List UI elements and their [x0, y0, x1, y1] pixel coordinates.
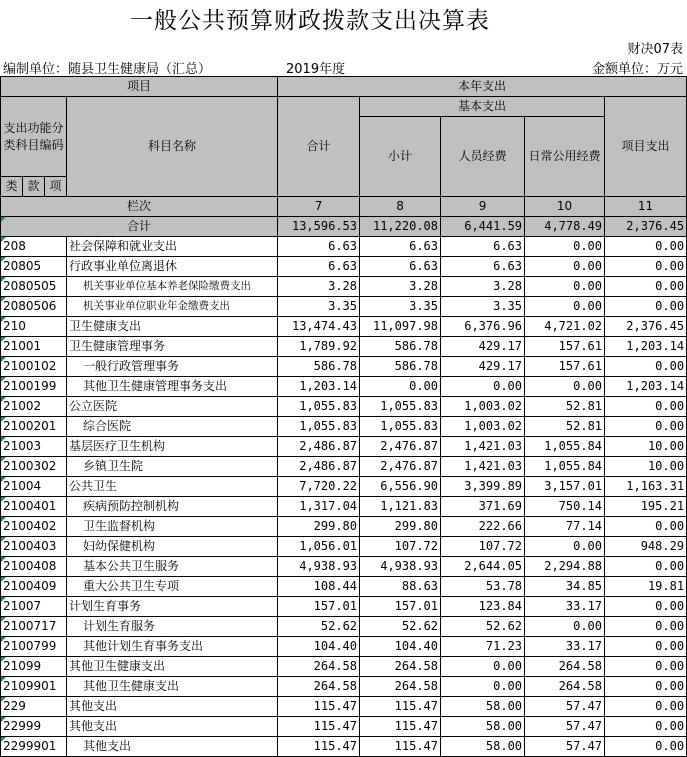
amount-cell: 3.35 [360, 297, 441, 317]
amount-cell: 3.28 [278, 277, 360, 297]
amount-cell: 429.17 [441, 337, 525, 357]
subject-name-cell: 卫生健康管理事务 [67, 337, 278, 357]
amount-cell: 7,720.22 [278, 477, 360, 497]
amount-cell: 2,486.87 [278, 457, 360, 477]
amount-cell: 0.00 [605, 237, 687, 257]
table-row [1, 437, 687, 457]
amount-cell: 0.00 [605, 737, 687, 757]
subject-code-cell: 21003 [1, 437, 67, 457]
subject-name-cell: 社会保障和就业支出 [67, 237, 278, 257]
header-col8: 8 [360, 197, 441, 217]
amount-cell: 264.58 [360, 657, 441, 677]
subject-name-cell: 其他卫生健康支出 [67, 657, 278, 677]
subject-code-cell: 2100102 [1, 357, 67, 377]
amount-cell: 0.00 [605, 617, 687, 637]
amount-cell: 0.00 [605, 417, 687, 437]
amount-cell: 4,721.02 [525, 317, 605, 337]
amount-cell: 52.62 [441, 617, 525, 637]
amount-cell: 0.00 [525, 257, 605, 277]
amount-cell: 1,163.31 [605, 477, 687, 497]
header-lei: 类 [1, 177, 23, 197]
amount-cell: 0.00 [605, 277, 687, 297]
amount-cell: 264.58 [525, 657, 605, 677]
amount-cell: 104.40 [360, 637, 441, 657]
amount-cell: 1,003.02 [441, 417, 525, 437]
grand-total-cell: 2,376.45 [605, 217, 687, 237]
amount-cell: 52.81 [525, 417, 605, 437]
subject-code-cell: 2100403 [1, 537, 67, 557]
subject-name-cell: 机关事业单位职业年金缴费支出 [67, 297, 278, 317]
table-row [1, 377, 687, 397]
amount-cell: 222.66 [441, 517, 525, 537]
subject-name-cell: 重大公共卫生专项 [67, 577, 278, 597]
compiling-unit: 编制单位：随县卫生健康局（汇总） [3, 62, 212, 77]
subject-name-cell: 一般行政管理事务 [67, 357, 278, 377]
subject-code-cell: 2080505 [1, 277, 67, 297]
amount-cell: 0.00 [605, 657, 687, 677]
amount-cell: 299.80 [278, 517, 360, 537]
amount-cell: 2,376.45 [605, 317, 687, 337]
subject-code-cell: 2100408 [1, 557, 67, 577]
subject-name-cell: 妇幼保健机构 [67, 537, 278, 557]
amount-cell: 0.00 [605, 517, 687, 537]
subject-code-cell: 21099 [1, 657, 67, 677]
header-col11: 11 [605, 197, 687, 217]
amount-cell: 429.17 [441, 357, 525, 377]
subject-code-cell: 2100717 [1, 617, 67, 637]
amount-cell: 1,203.14 [605, 337, 687, 357]
amount-cell: 6.63 [441, 237, 525, 257]
expenditure-table [0, 76, 687, 757]
table-row [1, 737, 687, 757]
amount-cell: 586.78 [360, 357, 441, 377]
amount-cell: 1,055.84 [525, 437, 605, 457]
header-col7: 7 [278, 197, 360, 217]
header-col10: 10 [525, 197, 605, 217]
amount-cell: 57.47 [525, 737, 605, 757]
amount-cell: 2,476.87 [360, 457, 441, 477]
subject-code-cell: 210 [1, 317, 67, 337]
table-row [1, 717, 687, 737]
subject-name-cell: 其他卫生健康支出 [67, 677, 278, 697]
amount-cell: 52.62 [360, 617, 441, 637]
amount-cell: 264.58 [360, 677, 441, 697]
table-row [1, 397, 687, 417]
amount-cell: 0.00 [605, 297, 687, 317]
subject-name-cell: 其他卫生健康管理事务支出 [67, 377, 278, 397]
amount-cell: 1,003.02 [441, 397, 525, 417]
amount-cell: 115.47 [360, 737, 441, 757]
table-row [1, 237, 687, 257]
amount-cell: 0.00 [605, 677, 687, 697]
header-current-year-expense: 本年支出 [278, 77, 687, 97]
grand-total-cell: 6,441.59 [441, 217, 525, 237]
amount-cell: 0.00 [441, 377, 525, 397]
amount-cell: 3.35 [441, 297, 525, 317]
header-personnel: 人员经费 [441, 117, 525, 197]
amount-cell: 1,121.83 [360, 497, 441, 517]
amount-cell: 1,789.92 [278, 337, 360, 357]
amount-cell: 104.40 [278, 637, 360, 657]
amount-cell: 1,055.83 [360, 397, 441, 417]
subject-code-cell: 21004 [1, 477, 67, 497]
table-row [1, 577, 687, 597]
amount-cell: 0.00 [605, 557, 687, 577]
amount-cell: 2,294.88 [525, 557, 605, 577]
header-project: 项目支出 [605, 97, 687, 197]
table-row [1, 257, 687, 277]
amount-cell: 264.58 [525, 677, 605, 697]
subject-code-cell: 2080506 [1, 297, 67, 317]
form-number: 财决07表 [627, 42, 683, 57]
table-row [1, 497, 687, 517]
table-row [1, 697, 687, 717]
report-title: 一般公共预算财政拨款支出决算表 [130, 8, 490, 34]
amount-cell: 0.00 [525, 277, 605, 297]
amount-cell: 13,474.43 [278, 317, 360, 337]
amount-cell: 1,055.83 [278, 417, 360, 437]
subject-name-cell: 基本公共卫生服务 [67, 557, 278, 577]
subject-code-cell: 208 [1, 237, 67, 257]
table-row [1, 637, 687, 657]
amount-cell: 2,476.87 [360, 437, 441, 457]
amount-cell: 195.21 [605, 497, 687, 517]
subject-code-cell: 22999 [1, 717, 67, 737]
amount-cell: 1,055.83 [360, 417, 441, 437]
subject-name-cell: 其他支出 [67, 697, 278, 717]
amount-cell: 6.63 [360, 237, 441, 257]
amount-cell: 0.00 [605, 717, 687, 737]
amount-cell: 0.00 [605, 637, 687, 657]
grand-total-row [1, 217, 687, 237]
amount-cell: 115.47 [278, 717, 360, 737]
header-kuan: 款 [23, 177, 45, 197]
header-total: 合计 [278, 97, 360, 197]
subject-name-cell: 卫生监督机构 [67, 517, 278, 537]
grand-total-cell: 11,220.08 [360, 217, 441, 237]
amount-cell: 33.17 [525, 637, 605, 657]
amount-cell: 157.61 [525, 357, 605, 377]
subject-name-cell: 其他支出 [67, 717, 278, 737]
amount-cell: 6.63 [278, 237, 360, 257]
amount-cell: 57.47 [525, 717, 605, 737]
subject-name-cell: 乡镇卫生院 [67, 457, 278, 477]
amount-cell: 1,055.84 [525, 457, 605, 477]
amount-cell: 0.00 [605, 397, 687, 417]
grand-total-cell: 4,778.49 [525, 217, 605, 237]
fiscal-year: 2019年度 [286, 62, 346, 77]
amount-cell: 108.44 [278, 577, 360, 597]
subject-code-cell: 2100402 [1, 517, 67, 537]
subject-name-cell: 疾病预防控制机构 [67, 497, 278, 517]
subject-code-cell: 2100799 [1, 637, 67, 657]
amount-cell: 115.47 [278, 697, 360, 717]
subject-code-cell: 2299901 [1, 737, 67, 757]
amount-cell: 0.00 [525, 297, 605, 317]
header-subject-name: 科目名称 [67, 97, 278, 197]
table-row [1, 677, 687, 697]
amount-cell: 586.78 [360, 337, 441, 357]
amount-cell: 3.28 [441, 277, 525, 297]
header-subtotal: 小计 [360, 117, 441, 197]
subject-code-cell: 21007 [1, 597, 67, 617]
table-row [1, 297, 687, 317]
header-func-code: 支出功能分类科目编码 [1, 97, 67, 177]
amount-cell: 11,097.98 [360, 317, 441, 337]
amount-cell: 71.23 [441, 637, 525, 657]
table-row [1, 337, 687, 357]
amount-cell: 157.61 [525, 337, 605, 357]
amount-cell: 157.01 [360, 597, 441, 617]
amount-cell: 264.58 [278, 657, 360, 677]
amount-cell: 57.47 [525, 697, 605, 717]
amount-unit: 金额单位：万元 [591, 62, 683, 77]
subject-name-cell: 计划生育服务 [67, 617, 278, 637]
subject-code-cell: 2109901 [1, 677, 67, 697]
subject-name-cell: 卫生健康支出 [67, 317, 278, 337]
amount-cell: 1,317.04 [278, 497, 360, 517]
table-row [1, 537, 687, 557]
amount-cell: 53.78 [441, 577, 525, 597]
amount-cell: 299.80 [360, 517, 441, 537]
grand-total-label: 合计 [1, 217, 278, 237]
amount-cell: 34.85 [525, 577, 605, 597]
amount-cell: 6.63 [360, 257, 441, 277]
amount-cell: 157.01 [278, 597, 360, 617]
amount-cell: 52.81 [525, 397, 605, 417]
subject-name-cell: 公共卫生 [67, 477, 278, 497]
amount-cell: 750.14 [525, 497, 605, 517]
amount-cell: 4,938.93 [278, 557, 360, 577]
table-row [1, 317, 687, 337]
amount-cell: 3,399.89 [441, 477, 525, 497]
header-col9: 9 [441, 197, 525, 217]
table-row [1, 517, 687, 537]
amount-cell: 3,157.01 [525, 477, 605, 497]
amount-cell: 2,644.05 [441, 557, 525, 577]
amount-cell: 0.00 [525, 237, 605, 257]
amount-cell: 6.63 [441, 257, 525, 277]
amount-cell: 3.28 [360, 277, 441, 297]
header-item: 项目 [1, 77, 278, 97]
amount-cell: 19.81 [605, 577, 687, 597]
amount-cell: 6.63 [278, 257, 360, 277]
amount-cell: 88.63 [360, 577, 441, 597]
amount-cell: 0.00 [605, 357, 687, 377]
amount-cell: 10.00 [605, 437, 687, 457]
subject-code-cell: 21001 [1, 337, 67, 357]
subject-code-cell: 20805 [1, 257, 67, 277]
amount-cell: 52.62 [278, 617, 360, 637]
amount-cell: 1,055.83 [278, 397, 360, 417]
amount-cell: 0.00 [441, 677, 525, 697]
header-basic-expense: 基本支出 [360, 97, 605, 117]
amount-cell: 1,421.03 [441, 437, 525, 457]
amount-cell: 1,421.03 [441, 457, 525, 477]
amount-cell: 1,056.01 [278, 537, 360, 557]
grand-total-cell: 13,596.53 [278, 217, 360, 237]
table-row [1, 657, 687, 677]
amount-cell: 1,203.14 [605, 377, 687, 397]
amount-cell: 0.00 [525, 537, 605, 557]
amount-cell: 6,376.96 [441, 317, 525, 337]
table-row [1, 617, 687, 637]
amount-cell: 586.78 [278, 357, 360, 377]
header-public-daily: 日常公用经费 [525, 117, 605, 197]
amount-cell: 10.00 [605, 457, 687, 477]
table-row [1, 557, 687, 577]
amount-cell: 0.00 [525, 377, 605, 397]
amount-cell: 6,556.90 [360, 477, 441, 497]
amount-cell: 58.00 [441, 737, 525, 757]
amount-cell: 123.84 [441, 597, 525, 617]
amount-cell: 115.47 [360, 717, 441, 737]
amount-cell: 264.58 [278, 677, 360, 697]
amount-cell: 58.00 [441, 717, 525, 737]
amount-cell: 33.17 [525, 597, 605, 617]
subject-code-cell: 2100409 [1, 577, 67, 597]
amount-cell: 77.14 [525, 517, 605, 537]
amount-cell: 107.72 [441, 537, 525, 557]
amount-cell: 371.69 [441, 497, 525, 517]
amount-cell: 0.00 [605, 597, 687, 617]
amount-cell: 115.47 [278, 737, 360, 757]
subject-name-cell: 综合医院 [67, 417, 278, 437]
table-row [1, 597, 687, 617]
subject-name-cell: 基层医疗卫生机构 [67, 437, 278, 457]
amount-cell: 3.35 [278, 297, 360, 317]
table-row [1, 417, 687, 437]
subject-code-cell: 2100401 [1, 497, 67, 517]
amount-cell: 58.00 [441, 697, 525, 717]
subject-code-cell: 229 [1, 697, 67, 717]
subject-code-cell: 2100199 [1, 377, 67, 397]
subject-code-cell: 21002 [1, 397, 67, 417]
header-col-label: 栏次 [1, 197, 278, 217]
amount-cell: 0.00 [525, 617, 605, 637]
subject-name-cell: 行政事业单位离退休 [67, 257, 278, 277]
amount-cell: 0.00 [360, 377, 441, 397]
subject-name-cell: 计划生育事务 [67, 597, 278, 617]
subject-name-cell: 机关事业单位基本养老保险缴费支出 [67, 277, 278, 297]
amount-cell: 0.00 [441, 657, 525, 677]
amount-cell: 1,203.14 [278, 377, 360, 397]
subject-code-cell: 2100201 [1, 417, 67, 437]
amount-cell: 4,938.93 [360, 557, 441, 577]
amount-cell: 2,486.87 [278, 437, 360, 457]
amount-cell: 948.29 [605, 537, 687, 557]
amount-cell: 0.00 [605, 257, 687, 277]
table-row [1, 457, 687, 477]
subject-name-cell: 其他支出 [67, 737, 278, 757]
table-row [1, 477, 687, 497]
amount-cell: 115.47 [360, 697, 441, 717]
subject-name-cell: 公立医院 [67, 397, 278, 417]
amount-cell: 107.72 [360, 537, 441, 557]
subject-code-cell: 2100302 [1, 457, 67, 477]
amount-cell: 0.00 [605, 697, 687, 717]
table-row [1, 277, 687, 297]
subject-name-cell: 其他计划生育事务支出 [67, 637, 278, 657]
header-xiang: 项 [45, 177, 67, 197]
table-row [1, 357, 687, 377]
